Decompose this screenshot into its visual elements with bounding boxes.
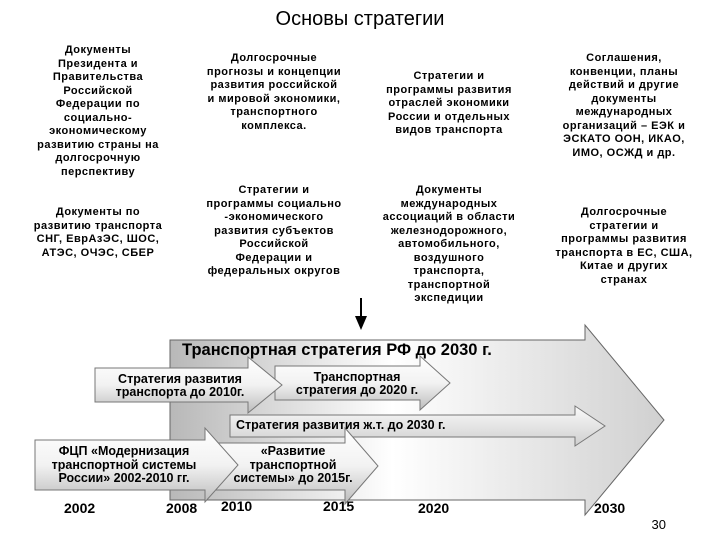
year-2020: 2020 xyxy=(418,500,450,516)
fcp-modernization-label xyxy=(30,445,218,486)
year-2015: 2015 xyxy=(323,498,355,514)
doc-line: видов транспорта xyxy=(395,124,503,136)
doc-line: прогнозы и концепции xyxy=(206,65,342,78)
doc-line: и мировой экономики, xyxy=(207,92,341,105)
doc-line: развития субъектов xyxy=(214,224,334,237)
doc-line: Стратегии и xyxy=(238,184,310,196)
doc-line: транспорта, xyxy=(413,265,485,277)
doc-line: Правительства xyxy=(52,71,144,83)
rail-strategy-label: Стратегия развития ж.т. до 2030 г. xyxy=(236,418,446,432)
doc-line: экспедиции xyxy=(414,292,484,304)
doc-line: социально- xyxy=(63,111,133,124)
doc-line: воздушного xyxy=(413,251,485,264)
doc-line: Федерации по xyxy=(55,98,141,110)
doc-line: СНГ, ЕврАзЭС, ШОС, xyxy=(36,233,160,245)
doc-line: транспортной xyxy=(407,278,491,291)
doc-line: экономическому xyxy=(49,125,147,137)
doc-line: долгосрочную xyxy=(55,152,141,164)
doc-line: развитию страны на xyxy=(37,138,159,151)
doc-line: международных xyxy=(575,106,673,118)
doc-line: железнодорожного, xyxy=(390,224,508,237)
doc-line: Долгосрочные xyxy=(580,206,668,218)
strategy-2020-label xyxy=(282,371,432,397)
doc-line: -экономического xyxy=(224,211,324,223)
doc-line: транспортного xyxy=(230,106,318,118)
doc-line: России и отдельных xyxy=(388,110,510,123)
down-arrow-head xyxy=(355,316,367,330)
doc-line: Долгосрочные xyxy=(230,52,318,64)
doc-line: Китае и других xyxy=(579,260,669,272)
doc-line: Российской xyxy=(239,238,309,250)
year-2002: 2002 xyxy=(64,500,96,516)
strategy-2010-label-line: Стратегия развития xyxy=(118,372,242,386)
doc-line: Соглашения, xyxy=(586,52,662,64)
strategy-2020-label-line: Транспортная xyxy=(313,370,401,384)
fcp-modernization-label-line: транспортной системы xyxy=(51,457,197,472)
doc-line: автомобильного, xyxy=(398,238,500,250)
doc-line: Федерации и xyxy=(235,251,313,264)
strategy-2020-label-line: стратегия до 2020 г. xyxy=(295,383,419,397)
doc-line: развитию транспорта xyxy=(33,219,163,232)
strategy-2010-label xyxy=(95,373,265,399)
doc-line: странах xyxy=(600,273,648,286)
doc-line: Стратегии и xyxy=(413,70,485,82)
doc-line: программы социально xyxy=(206,197,342,210)
page-number: 30 xyxy=(651,517,666,532)
doc-line: Документы xyxy=(415,184,483,196)
doc-line: ассоциаций в области xyxy=(382,211,516,223)
doc-line: Документы xyxy=(64,44,132,56)
year-2008: 2008 xyxy=(166,500,198,516)
doc-line: отраслей экономики xyxy=(388,97,510,109)
doc-line: документы xyxy=(591,92,657,105)
transport-system-2015-label-line: «Развитие xyxy=(260,444,326,458)
doc-line: конвенции, планы xyxy=(569,65,679,78)
doc-line: федеральных округов xyxy=(207,265,341,277)
page-title: Основы стратегии xyxy=(275,8,445,30)
doc-line: ИМО, ОСЖД и др. xyxy=(572,146,676,159)
doc-line: перспективу xyxy=(60,165,136,178)
doc-line: международных xyxy=(400,197,498,210)
transport-system-2015-label-line: системы» до 2015г. xyxy=(233,471,353,485)
transport-system-2015-label xyxy=(218,445,368,486)
doc-line: комплекса. xyxy=(241,119,307,132)
doc-line: программы развития xyxy=(386,83,512,96)
doc-line: АТЭС, ОЧЭС, СБЕР xyxy=(41,246,155,259)
doc-line: Документы по xyxy=(55,206,141,218)
transport-system-2015-label-line: транспортной xyxy=(249,457,337,472)
doc-line: программы развития xyxy=(561,233,687,245)
fcp-modernization-label-line: России» 2002-2010 гг. xyxy=(58,471,190,485)
doc-line: ЭСКАТО ООН, ИКАО, xyxy=(563,133,685,145)
strategy-2010-label-line: транспорта до 2010г. xyxy=(115,385,245,399)
doc-line: действий и другие xyxy=(568,79,680,91)
doc-line: транспорта в ЕС, США, xyxy=(555,246,693,259)
doc-line: стратегии и xyxy=(589,219,659,232)
doc-line: организаций – ЕЭК и xyxy=(562,119,686,132)
main-strategy-label: Транспортная стратегия РФ до 2030 г. xyxy=(182,341,492,359)
fcp-modernization-label-line: ФЦП «Модернизация xyxy=(58,444,190,458)
year-2030: 2030 xyxy=(594,500,626,516)
doc-line: развития российской xyxy=(210,79,338,91)
doc-line: Российской xyxy=(63,84,133,97)
doc-line: Президента и xyxy=(57,57,139,70)
year-2010: 2010 xyxy=(221,498,253,514)
